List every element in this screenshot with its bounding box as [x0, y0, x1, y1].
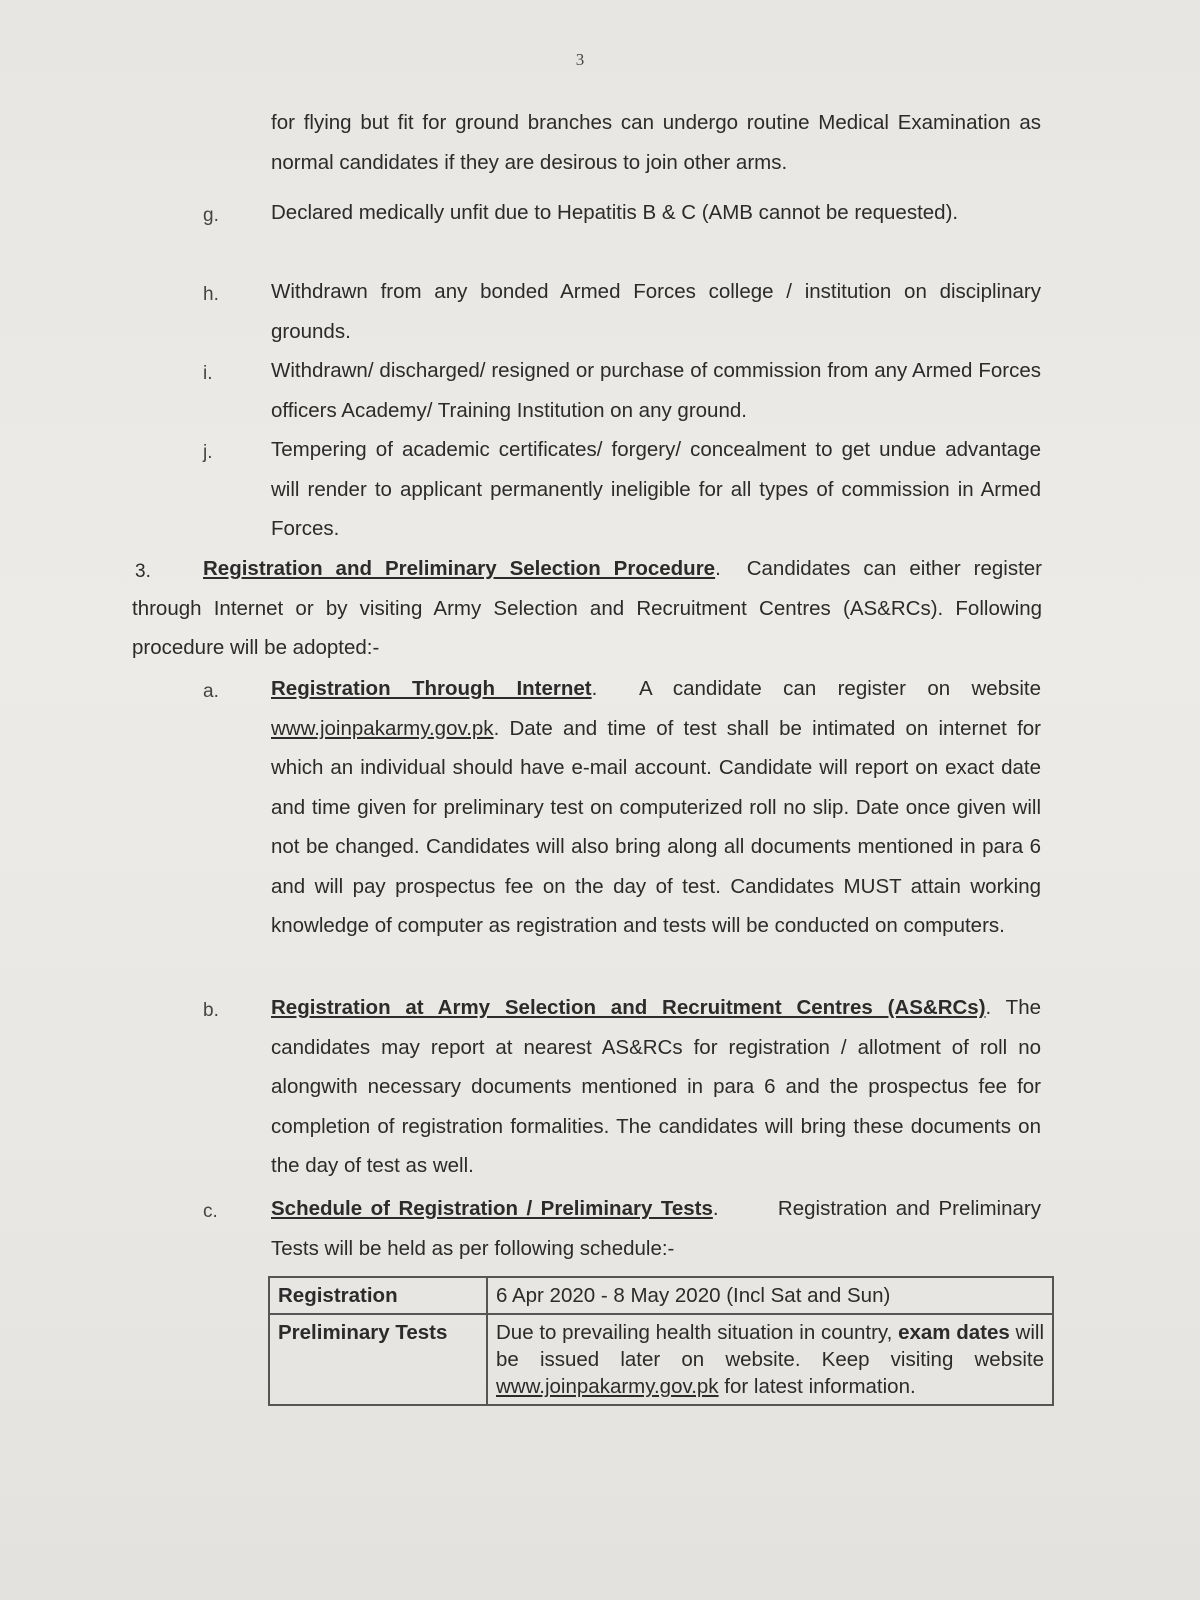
item-j-marker: j.	[203, 442, 213, 463]
item-g-text: Declared medically unfit due to Hepatitis B & C (AMB cannot be requested).	[271, 201, 959, 224]
table-row	[269, 1277, 1053, 1314]
sub-a-marker: a.	[203, 681, 219, 702]
sub-c-paragraph	[271, 1189, 1041, 1268]
item-h-marker: h.	[203, 284, 219, 305]
section-3-heading-end: .	[715, 557, 721, 580]
item-i-text: Withdrawn/ discharged/ resigned or purchase of commission from any Armed Forces officers Academy/ Training Institution on any ground.	[271, 359, 1041, 422]
website-link[interactable]: www.joinpakarmy.gov.pk	[271, 716, 494, 740]
sub-b-marker: b.	[203, 1000, 219, 1021]
sub-b-paragraph	[271, 988, 1041, 1186]
item-i-marker: i.	[203, 363, 213, 384]
sub-c-heading: Schedule of Registration / Preliminary Tests	[271, 1197, 713, 1220]
sub-a-text-before-link: A candidate can register on website	[638, 677, 1041, 700]
tests-text-2: will be issued later on website. Keep visiting website	[496, 1321, 1045, 1371]
table-row	[269, 1314, 1053, 1405]
sub-a-heading: Registration Through Internet	[271, 677, 592, 700]
sub-c-text: Registration and Preliminary Tests will be held as per following schedule:-	[271, 1197, 1041, 1260]
preliminary-tests-label: Preliminary Tests	[269, 1314, 487, 1405]
continuation-paragraph: for flying but fit for ground branches can undergo routine Medical Examination as normal candidates if they are desirous to join other arms.	[271, 111, 1041, 174]
sub-a-heading-end: .	[591, 677, 598, 700]
section-3-paragraph	[132, 549, 1042, 668]
registration-value: 6 Apr 2020 - 8 May 2020 (Incl Sat and Sun)	[487, 1277, 1053, 1314]
sub-a-text-after-link: . Date and time of test shall be intimated on internet for which an individual should have e-mail account. Candidate will report on exact date and time given for preliminary test on computerized roll no slip. Date once given will not be changed. Candidates will also bring along all documents mentioned in para 6 and will pay prospectus fee on the day of test. Candidates MUST attain working knowledge of computer as registration and tests will be conducted on computers.	[271, 716, 1041, 937]
section-3-heading: Registration and Preliminary Selection Procedure	[203, 557, 716, 580]
sub-c-marker: c.	[203, 1201, 218, 1222]
sub-c-heading-end: .	[712, 1197, 719, 1220]
tests-text-bold: exam dates	[898, 1321, 1010, 1344]
sub-b-heading-end: .	[985, 996, 992, 1019]
section-3-number: 3.	[135, 561, 151, 582]
page-number: 3	[575, 50, 585, 69]
sub-b-text: The candidates may report at nearest AS&RCs for registration / allotment of roll no alongwith necessary documents mentioned in para 6 and the prospectus fee for completion of registration formalities. The candidates will bring these documents on the day of test as well.	[271, 996, 1041, 1177]
sub-b-heading: Registration at Army Selection and Recruitment Centres (AS&RCs)	[271, 996, 986, 1019]
preliminary-tests-value	[487, 1314, 1053, 1405]
item-g-marker: g.	[203, 205, 219, 226]
schedule-table	[268, 1276, 1054, 1406]
tests-website-link[interactable]: www.joinpakarmy.gov.pk	[496, 1375, 719, 1398]
item-j-text: Tempering of academic certificates/ forgery/ concealment to get undue advantage will render to applicant permanently ineligible for all types of commission in Armed Forces.	[271, 438, 1041, 540]
tests-text-1: Due to prevailing health situation in country,	[496, 1321, 893, 1344]
sub-a-paragraph	[271, 669, 1041, 946]
section-3-text: Candidates can either register through Internet or by visiting Army Selection and Recruitment Centres (AS&RCs). Following procedure will be adopted:-	[132, 557, 1042, 659]
registration-label: Registration	[269, 1277, 487, 1314]
item-h-text: Withdrawn from any bonded Armed Forces college / institution on disciplinary grounds.	[271, 280, 1041, 343]
tests-text-3: for latest information.	[724, 1375, 916, 1398]
